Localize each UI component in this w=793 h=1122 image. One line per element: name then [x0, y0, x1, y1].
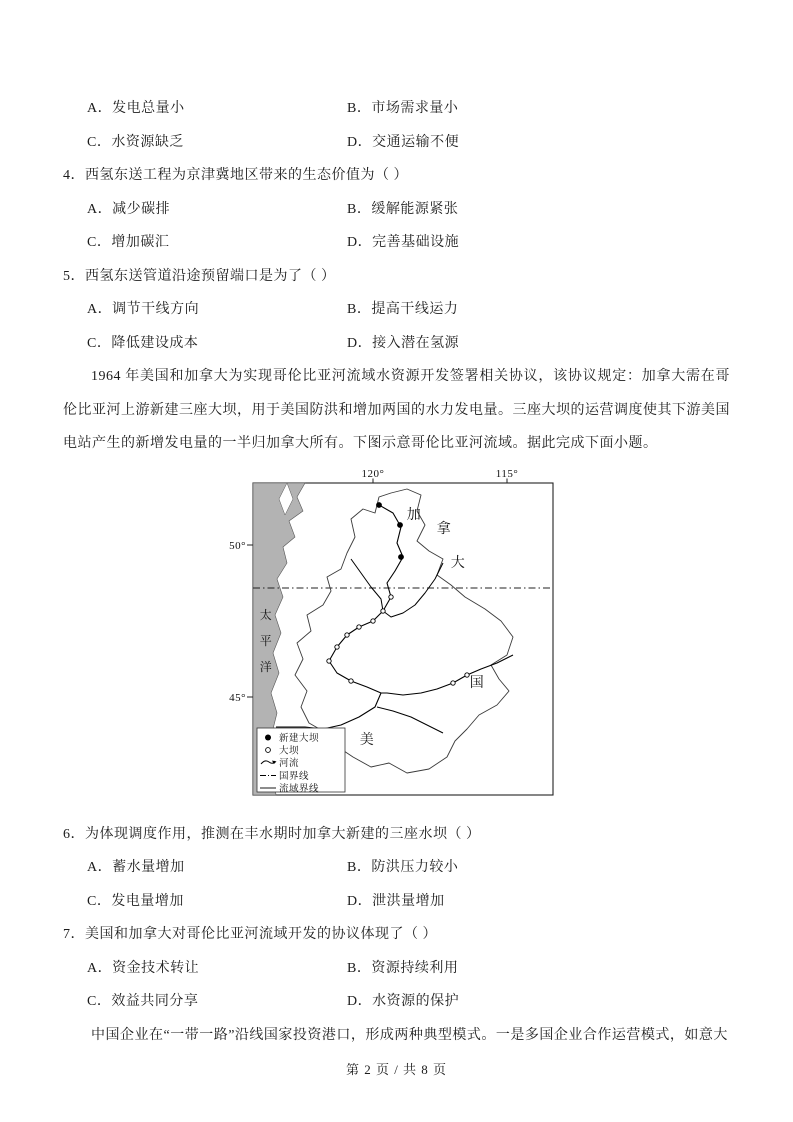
columbia-basin-map-figure	[229, 467, 565, 805]
latitude-label: 50°	[228, 539, 246, 552]
dam-circle	[326, 658, 330, 662]
canada-label-char: 加	[406, 507, 421, 523]
question3-options	[63, 92, 730, 159]
columbia-basin-map	[63, 467, 730, 810]
map-legend	[257, 728, 345, 795]
dam-circle	[464, 672, 468, 676]
legend-new-dam-icon	[265, 734, 271, 740]
question6-stem: 6．为体现调度作用，推测在丰水期时加拿大新建的三座水坝（ ）	[63, 826, 481, 842]
question6-options	[63, 851, 730, 918]
new-dam-dot	[398, 554, 404, 560]
question7-stem: 7．美国和加拿大对哥伦比亚河流域开发的协议体现了（ ）	[63, 927, 437, 942]
dam-circle	[348, 678, 352, 682]
dam-circle	[334, 644, 338, 648]
question4-options	[63, 193, 730, 260]
dam-circle	[370, 618, 374, 622]
latitude-label: 45°	[228, 691, 246, 704]
legend-new-dam-label: 新建大坝	[278, 733, 319, 744]
option-c: C．发电量增加	[87, 893, 184, 909]
option-d: D．完善基础设施	[347, 235, 460, 250]
option-b: B．市场需求量小	[347, 101, 459, 116]
question5-options	[63, 293, 730, 360]
question5-stem: 5．西氢东送管道沿途预留端口是为了（ ）	[63, 268, 336, 284]
question7-options	[63, 952, 730, 1019]
option-d: D．交通运输不便	[347, 134, 460, 150]
ocean-label-char: 太	[259, 607, 272, 622]
legend-basin-boundary-label: 流域界线	[278, 784, 319, 794]
legend-dam-icon	[265, 747, 270, 752]
option-a: A．发电总量小	[87, 101, 185, 116]
dam-circle	[450, 680, 454, 684]
option-b: B．资源持续利用	[347, 960, 459, 976]
option-b: B．提高干线运力	[347, 302, 459, 317]
dam-circle	[380, 608, 384, 612]
new-dam-dot	[397, 522, 403, 528]
ocean-label-char: 洋	[259, 659, 272, 674]
option-a: A．蓄水量增加	[87, 860, 185, 875]
dam-circle	[388, 594, 392, 598]
option-d: D．水资源的保护	[347, 994, 460, 1009]
legend-national-boundary-label: 国界线	[278, 771, 309, 782]
option-a: A．资金技术转让	[87, 960, 200, 976]
option-b: B．防洪压力较小	[347, 860, 459, 875]
option-d: D．泄洪量增加	[347, 893, 445, 909]
longitude-label: 120°	[361, 467, 384, 480]
option-a: A．减少碳排	[87, 201, 171, 217]
question4-stem: 4．西氢东送工程为京津冀地区带来的生态价值为（ ）	[63, 168, 408, 183]
passage-columbia: 1964 年美国和加拿大为实现哥伦比亚河流域水资源开发签署相关协议，该协议规定：加拿大需在哥伦比亚河上游新建三座大坝，用于美国防洪和增加两国的水力发电量。三座大坝的运营调度使其下游美国电站产生的新增发电量的一半归加拿大所有。下图示意哥伦比亚河流域。据此完成下面小题。	[63, 369, 730, 451]
passage-ports: 中国企业在“一带一路”沿线国家投资港口，形成两种典型模式。一是多国企业合作运营模式，如意大	[91, 1027, 728, 1043]
usa-label-char: 国	[469, 675, 484, 691]
option-b: B．缓解能源紧张	[347, 201, 459, 217]
usa-label-char: 美	[359, 732, 374, 748]
new-dam-dot	[376, 502, 382, 508]
option-c: C．增加碳汇	[87, 235, 170, 250]
option-c: C．效益共同分享	[87, 994, 199, 1009]
dam-circle	[344, 632, 348, 636]
option-c: C．水资源缺乏	[87, 134, 184, 150]
legend-dam-label: 大坝	[278, 746, 299, 756]
option-a: A．调节干线方向	[87, 302, 200, 317]
page-footer: 第 2 页 / 共 8 页	[345, 1062, 448, 1077]
canada-label-char: 大	[450, 555, 465, 571]
legend-river-label: 河流	[278, 758, 299, 769]
option-d: D．接入潜在氢源	[347, 335, 460, 351]
longitude-label: 115°	[495, 467, 518, 480]
option-c: C．降低建设成本	[87, 335, 199, 351]
ocean-label-char: 平	[259, 633, 272, 648]
canada-label-char: 拿	[436, 521, 451, 537]
dam-circle	[356, 624, 360, 628]
